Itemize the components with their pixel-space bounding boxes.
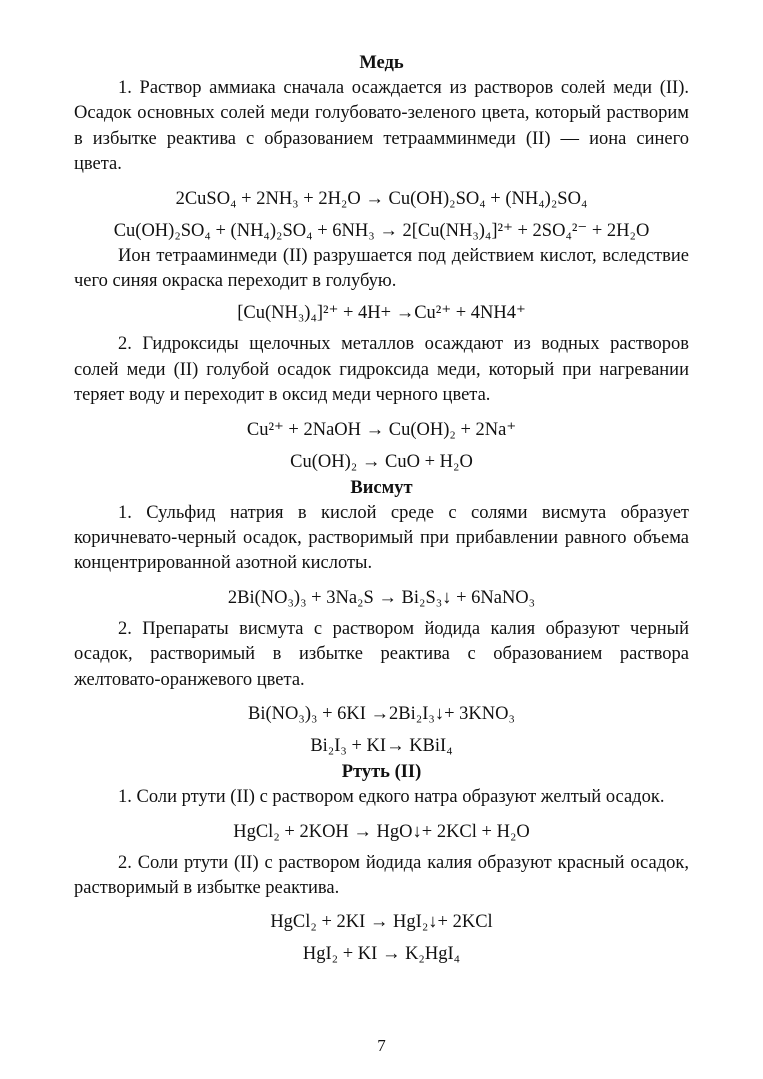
bismuth-paragraph-2: 2. Препараты висмута с раствором йодида калия образуют черный осадок, растворимый в избытке реактива с образованием раствора желтовато-оранжевого цвета. [74,618,689,690]
copper-equation-5: Cu(OH)₂ → CuO + H₂O [290,451,473,472]
mercury-paragraph-2: 2. Соли ртути (II) с раствором йодида калия образуют красный осадок, растворимый в избытке реактива. [74,852,689,898]
bismuth-equation-3: Bi₂I₃ + KI→ KBiI₄ [310,736,453,757]
section-title-mercury: Ртуть (II) [341,762,422,783]
section-copper [74,50,689,475]
copper-equation-2: Cu(OH)₂SO₄ + (NH₄)₂SO₄ + 6NH₃ → 2[Cu(NH₃)₄]²⁺ + 2SO₄²⁻ + 2H₂O [113,220,650,241]
mercury-equation-2: HgCl₂ + 2KI → HgI₂↓+ 2KCl [270,912,493,933]
bismuth-equation-2: Bi(NO₃)₃ + 6KI →2Bi₂I₃↓+ 3KNO₃ [248,704,515,725]
copper-equation-3: [Cu(NH₃)₄]²⁺ + 4H+ →Cu²⁺ + 4NH4⁺ [237,303,526,324]
bismuth-paragraph-1: 1. Сульфид натрия в кислой среде с солями висмута образует коричневато-черный осадок, растворимый при прибавлении равного объема концентрированной азотной кислоты. [74,502,689,574]
mercury-paragraph-1: 1. Соли ртути (II) с раствором едкого натра образуют желтый осадок. [118,787,665,808]
bismuth-equation-1: 2Bi(NO₃)₃ + 3Na₂S → Bi₂S₃↓ + 6NaNO₃ [227,587,536,608]
copper-paragraph-1: 1. Раствор аммиака сначала осаждается из растворов солей меди (II). Осадок основных солей меди голубовато-зеленого цвета, который растворим в избытке реактива с образованием тетраамминмеди (II) — иона синего цвета. [74,78,689,175]
section-title-bismuth: Висмут [350,477,413,498]
section-title-copper: Медь [359,53,404,73]
section-mercury [74,759,689,967]
page-number: 7 [377,1036,386,1055]
copper-paragraph-2: Ион тетрааминмеди (II) разрушается под действием кислот, вследствие чего синяя окраска переходит в голубую. [74,245,689,292]
mercury-equation-3: HgI₂ + KI → K₂HgI₄ [302,944,461,965]
copper-equation-1: 2CuSO₄ + 2NH₃ + 2H₂O → Cu(OH)₂SO₄ + (NH₄)₂SO₄ [175,188,588,209]
document-page [74,50,689,967]
copper-paragraph-3: 2. Гидроксиды щелочных металлов осаждают из водных растворов солей меди (II) голубой осадок гидроксида меди, который при нагревании теряет воду и переходит в оксид меди черного цвета. [74,334,689,406]
mercury-equation-1: HgCl₂ + 2KOH → HgO↓+ 2KCl + H₂O [233,821,530,842]
copper-equation-4: Cu²⁺ + 2NaOH → Cu(OH)₂ + 2Na⁺ [246,419,517,440]
section-bismuth [74,475,689,759]
